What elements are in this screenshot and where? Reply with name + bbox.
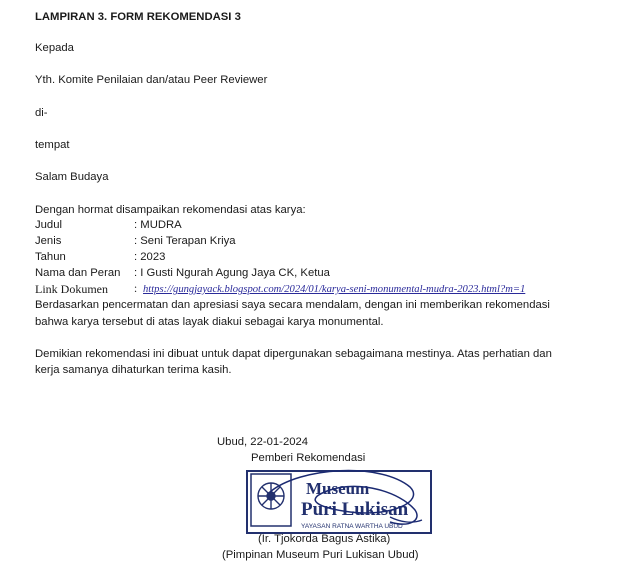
- addressee-recipient: Yth. Komite Penilaian dan/atau Peer Reviewer: [35, 74, 268, 86]
- museum-emblem-icon: [258, 483, 284, 509]
- intro-line: Dengan hormat disampaikan rekomendasi atas karya:: [35, 204, 306, 216]
- paragraph-2-line-1: Demikian rekomendasi ini dibuat untuk dapat dipergunakan sebagaimana mestinya. Atas perhatian dan: [35, 348, 552, 360]
- signature-role: Pemberi Rekomendasi: [251, 452, 366, 464]
- document-heading: LAMPIRAN 3. FORM REKOMENDASI 3: [35, 11, 241, 23]
- field-link-colon: :: [134, 283, 138, 295]
- field-judul-label: Judul: [35, 219, 63, 231]
- field-jenis-value: : Seni Terapan Kriya: [134, 235, 236, 247]
- stamp-line-2: Puri Lukisan: [301, 499, 409, 520]
- paragraph-1-line-1: Berdasarkan pencermatan dan apresiasi saya secara mendalam, dengan ini memberikan rekomendasi: [35, 299, 550, 311]
- field-tahun-value: : 2023: [134, 251, 166, 263]
- stamp-line-3: YAYASAN RATNA WARTHA UBUD: [301, 523, 403, 530]
- field-tahun-label: Tahun: [35, 251, 66, 263]
- addressee-place: tempat: [35, 139, 70, 151]
- stamp-line-1: Museum: [306, 479, 370, 498]
- signature-place-date: Ubud, 22-01-2024: [217, 436, 309, 448]
- field-link-label: Link Dokumen: [35, 282, 108, 296]
- document-link[interactable]: https://gungjayack.blogspot.com/2024/01/karya-seni-monumental-mudra-2023.html?m=1: [143, 284, 526, 295]
- signer-name: (Ir. Tjokorda Bagus Astika): [258, 533, 391, 545]
- paragraph-1-line-2: bahwa karya tersebut di atas layak diakui sebagai karya monumental.: [35, 316, 384, 328]
- field-nama-value: : I Gusti Ngurah Agung Jaya CK, Ketua: [134, 267, 330, 279]
- field-judul-value: : MUDRA: [134, 219, 182, 231]
- greeting: Salam Budaya: [35, 171, 109, 183]
- addressee-to: Kepada: [35, 42, 74, 54]
- signer-position: (Pimpinan Museum Puri Lukisan Ubud): [222, 549, 419, 561]
- museum-stamp: [246, 470, 432, 534]
- field-jenis-label: Jenis: [35, 235, 62, 247]
- field-nama-label: Nama dan Peran: [35, 267, 121, 279]
- addressee-at: di-: [35, 107, 48, 119]
- paragraph-2-line-2: kerja samanya dihaturkan terima kasih.: [35, 364, 232, 376]
